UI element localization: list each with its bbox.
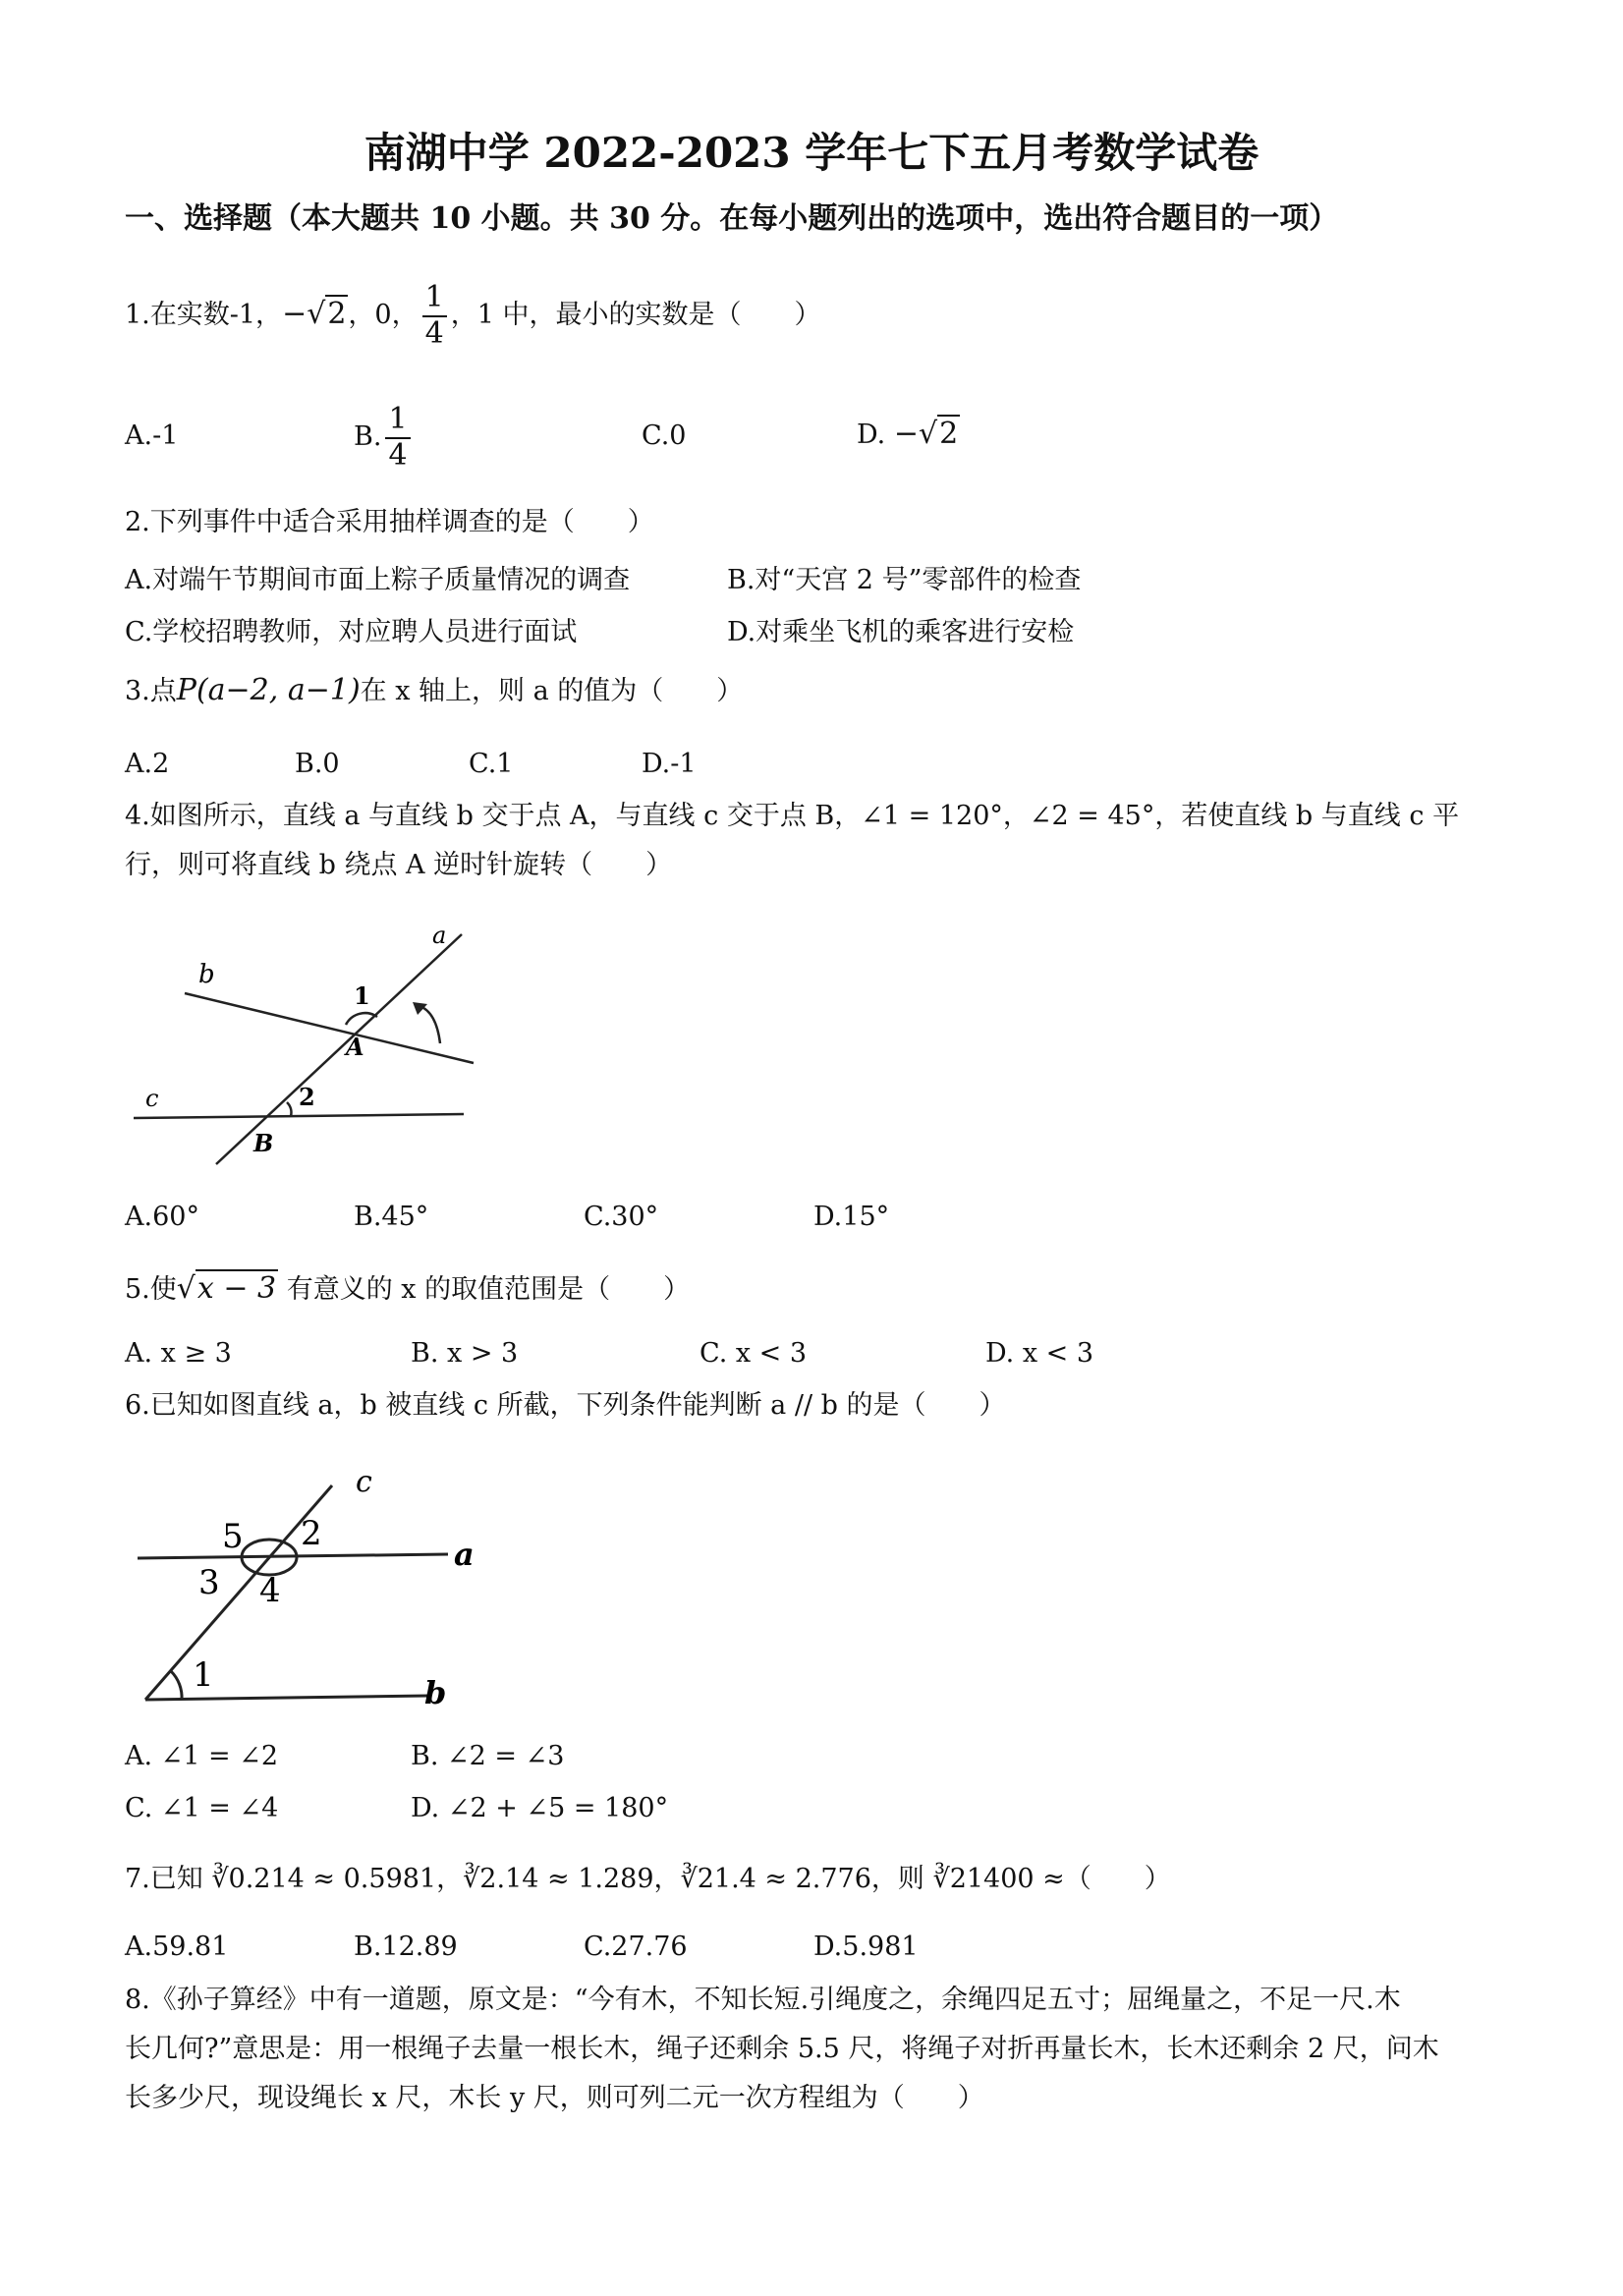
q4-label-angle-2: 2 xyxy=(299,1083,315,1111)
q7-option-d: D.5.981 xyxy=(813,1932,919,1962)
section-heading: 一、选择题（本大题共 10 小题。共 30 分。在每小题列出的选项中，选出符合题目的一项） xyxy=(125,201,1339,236)
q4-option-d: D.15° xyxy=(813,1202,890,1232)
q4-option-b: B.45° xyxy=(354,1202,429,1232)
q6-label-c: c xyxy=(356,1465,372,1499)
question-3-stem: 3.点P(a−2, a−1)在 x 轴上，则 a 的值为（ ） xyxy=(125,673,744,707)
q7-option-c: C.27.76 xyxy=(584,1932,688,1962)
question-2-stem: 2.下列事件中适合采用抽样调查的是（ ） xyxy=(125,507,654,537)
q4-label-a: a xyxy=(432,924,447,949)
q4-label-c: c xyxy=(145,1085,159,1112)
q4-figure xyxy=(118,924,491,1169)
q4-line-c xyxy=(134,1114,464,1118)
q6-line-b xyxy=(145,1696,428,1700)
q4-label-A: A xyxy=(346,1033,364,1061)
q1-stem-post: ，1 中，最小的实数是（ ） xyxy=(450,300,821,330)
q5-option-a: A. x ≥ 3 xyxy=(125,1338,232,1369)
q6-option-c: C. ∠1 = ∠4 xyxy=(125,1793,279,1823)
q6-option-b: B. ∠2 = ∠3 xyxy=(411,1741,565,1771)
q6-label-b: b xyxy=(424,1674,447,1709)
question-8-line-2: 长几何?”意思是：用一根绳子去量一根长木，绳子还剩余 5.5 尺，将绳子对折再量长木，长木还剩余 2 尺，问木 xyxy=(125,2034,1439,2064)
q3-point: P(a−2, a−1) xyxy=(176,673,361,707)
q3-option-b: B.0 xyxy=(295,749,340,779)
question-5-stem: 5.使√x − 3 有意义的 x 的取值范围是（ ） xyxy=(125,1271,691,1306)
q2-option-b: B.对“天宫 2 号”零部件的检查 xyxy=(727,565,1082,595)
q6-option-a: A. ∠1 = ∠2 xyxy=(125,1741,279,1771)
q5-option-c: C. x < 3 xyxy=(700,1338,808,1369)
q1-option-c: C.0 xyxy=(642,420,687,451)
q4-rotation-arrow xyxy=(420,1006,440,1043)
question-1-stem xyxy=(125,281,820,351)
q4-label-b: b xyxy=(198,960,215,989)
question-6-stem: 6.已知如图直线 a，b 被直线 c 所截，下列条件能判断 a // b 的是（ ） xyxy=(125,1390,1006,1421)
q6-label-angle-5: 5 xyxy=(222,1517,244,1556)
q7-option-b: B.12.89 xyxy=(354,1932,458,1962)
q6-option-d: D. ∠2 + ∠5 = 180° xyxy=(411,1793,669,1823)
exam-title: 南湖中学 2022-2023 学年七下五月考数学试卷 xyxy=(364,129,1259,177)
q6-line-a xyxy=(138,1554,448,1558)
q1-fraction: $\frac{1}{4}$ xyxy=(422,281,447,351)
q3-option-a: A.2 xyxy=(125,749,170,779)
question-8-line-1: 8.《孙子算经》中有一道题，原文是：“今有木，不知长短.引绳度之，余绳四足五寸；屈绳量之，不足一尺.木 xyxy=(125,1985,1401,2015)
q4-angle-2-arc xyxy=(287,1102,292,1116)
question-8-line-3: 长多少尺，现设绳长 x 尺，木长 y 尺，则可列二元一次方程组为（ ） xyxy=(125,2083,984,2113)
q2-option-c: C.学校招聘教师，对应聘人员进行面试 xyxy=(125,617,578,647)
q4-label-angle-1: 1 xyxy=(354,981,370,1010)
q1-stem-pre: 1.在实数-1， xyxy=(125,300,283,330)
question-7-stem: 7.已知 ∛0.214 ≈ 0.5981，∛2.14 ≈ 1.289，∛21.4 ≈ 2.776，则 ∛21400 ≈（ ） xyxy=(125,1864,1171,1894)
q4-line-b xyxy=(185,993,474,1063)
q6-label-a: a xyxy=(454,1536,475,1573)
q4-option-a: A.60° xyxy=(125,1202,199,1232)
q3-option-c: C.1 xyxy=(469,749,514,779)
q7-option-a: A.59.81 xyxy=(125,1932,229,1962)
q6-figure xyxy=(128,1464,501,1709)
q4-label-B: B xyxy=(253,1129,274,1157)
q1-stem-mid: ，0， xyxy=(348,300,419,330)
q1-option-d: D. −√2 xyxy=(857,417,959,451)
q2-option-a: A.对端午节期间市面上粽子质量情况的调查 xyxy=(125,565,631,595)
q6-label-angle-4: 4 xyxy=(259,1571,281,1610)
question-4-line-2: 行，则可将直线 b 绕点 A 逆时针旋转（ ） xyxy=(125,850,673,880)
q4-option-c: C.30° xyxy=(584,1202,659,1232)
q2-option-d: D.对乘坐飞机的乘客进行安检 xyxy=(727,617,1075,647)
q6-label-angle-1: 1 xyxy=(193,1655,214,1695)
q5-sqrt: √x − 3 xyxy=(176,1271,277,1306)
q3-option-d: D.-1 xyxy=(642,749,697,779)
q5-option-b: B. x > 3 xyxy=(411,1338,519,1369)
q6-label-angle-2: 2 xyxy=(301,1514,322,1553)
q5-option-d: D. x < 3 xyxy=(985,1338,1094,1369)
q1-option-b: B. $\frac{1}{4}$ xyxy=(354,403,415,473)
q1-option-a: A.-1 xyxy=(125,420,179,451)
q6-angle-1-arc xyxy=(171,1671,182,1700)
question-4-line-1: 4.如图所示，直线 a 与直线 b 交于点 A，与直线 c 交于点 B，∠1 = 120°，∠2 = 45°，若使直线 b 与直线 c 平 xyxy=(125,801,1460,831)
q1-neg-sqrt: −√2 xyxy=(282,297,347,331)
q6-label-angle-3: 3 xyxy=(198,1563,220,1602)
